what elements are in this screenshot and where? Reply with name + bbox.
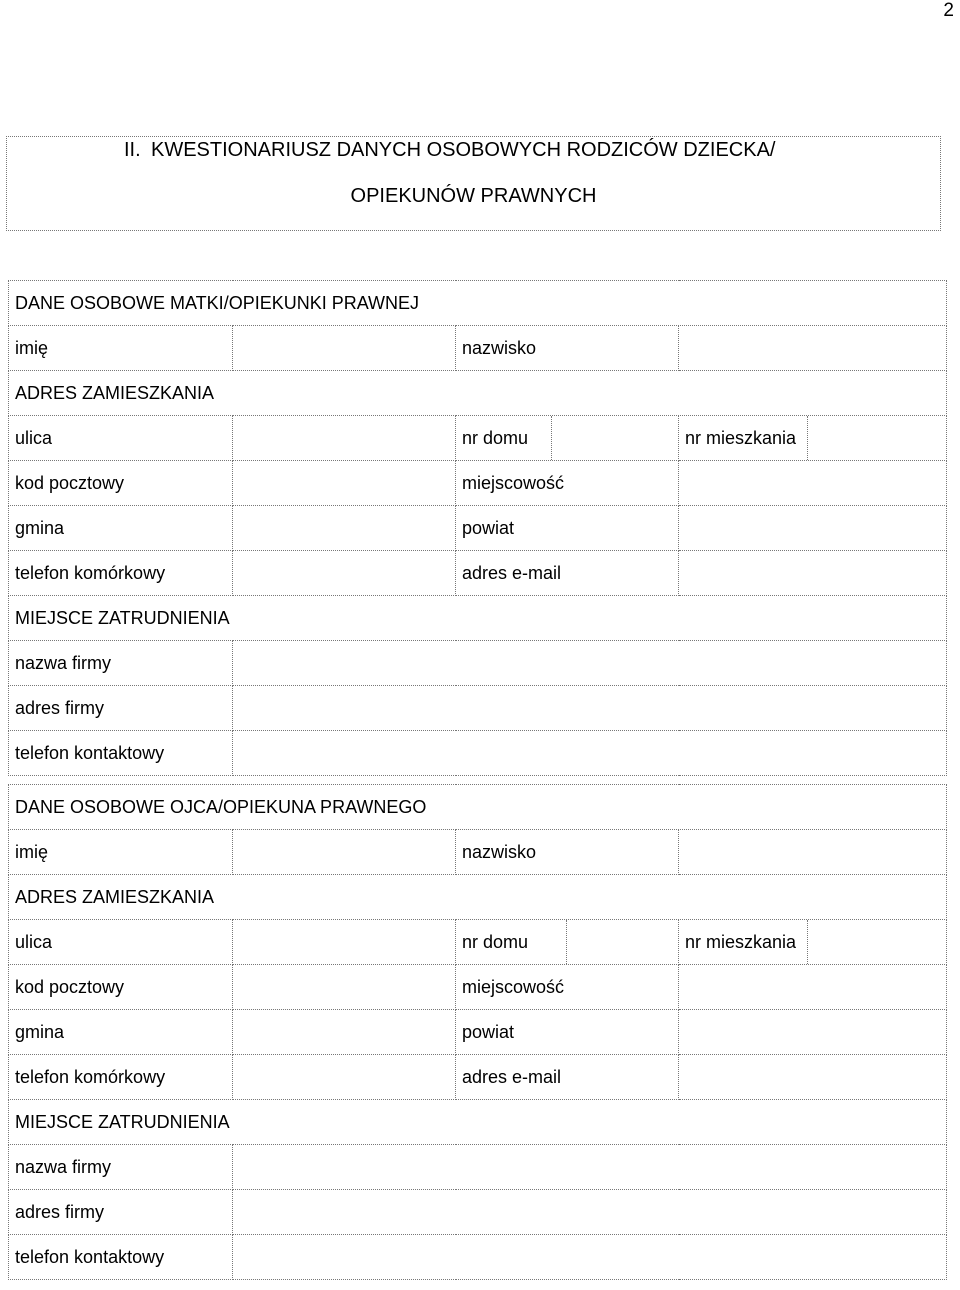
company-name-label: nazwa firmy [9, 1145, 233, 1190]
company-name-label: nazwa firmy [9, 641, 233, 686]
apartment-number-field[interactable] [807, 920, 946, 964]
house-number-label: nr domu [462, 427, 529, 448]
street-label: ulica [9, 920, 233, 965]
last-name-label: nazwisko [456, 326, 679, 371]
email-field[interactable] [679, 551, 947, 596]
city-label: miejscowość [456, 461, 679, 506]
company-name-field[interactable] [233, 1145, 947, 1190]
county-label: powiat [456, 1010, 679, 1055]
father-form-table [8, 784, 947, 1280]
first-name-label: imię [9, 326, 233, 371]
mobile-phone-label: telefon komórkowy [9, 1055, 233, 1100]
postal-code-label: kod pocztowy [9, 965, 233, 1010]
apartment-number-label: nr mieszkania [685, 931, 797, 952]
mother-form-table [8, 280, 947, 776]
mobile-phone-field[interactable] [233, 1055, 456, 1100]
last-name-field[interactable] [679, 326, 947, 371]
contact-phone-field[interactable] [233, 1235, 947, 1280]
contact-phone-label: telefon kontaktowy [9, 731, 233, 776]
employment-heading: MIEJSCE ZATRUDNIENIA [9, 1100, 947, 1145]
first-name-label: imię [9, 830, 233, 875]
mother-heading: DANE OSOBOWE MATKI/OPIEKUNKI PRAWNEJ [9, 281, 947, 326]
mobile-phone-label: telefon komórkowy [9, 551, 233, 596]
commune-field[interactable] [233, 1010, 456, 1055]
city-field[interactable] [679, 461, 947, 506]
contact-phone-field[interactable] [233, 731, 947, 776]
section-title-line2: OPIEKUNÓW PRAWNYCH [350, 185, 597, 207]
county-field[interactable] [679, 506, 947, 551]
mobile-phone-field[interactable] [233, 551, 456, 596]
email-label: adres e-mail [456, 1055, 679, 1100]
commune-label: gmina [9, 506, 233, 551]
house-number-label: nr domu [462, 931, 529, 952]
page-number: 2 [943, 0, 954, 21]
first-name-field[interactable] [233, 830, 456, 875]
last-name-label: nazwisko [456, 830, 679, 875]
house-number-field[interactable] [551, 416, 678, 460]
commune-label: gmina [9, 1010, 233, 1055]
email-label: adres e-mail [456, 551, 679, 596]
postal-code-field[interactable] [233, 965, 456, 1010]
company-address-field[interactable] [233, 686, 947, 731]
postal-code-label: kod pocztowy [9, 461, 233, 506]
county-field[interactable] [679, 1010, 947, 1055]
contact-phone-label: telefon kontaktowy [9, 1235, 233, 1280]
company-address-label: adres firmy [9, 1190, 233, 1235]
street-field[interactable] [233, 416, 456, 461]
company-address-field[interactable] [233, 1190, 947, 1235]
street-field[interactable] [233, 920, 456, 965]
address-heading: ADRES ZAMIESZKANIA [9, 875, 947, 920]
county-label: powiat [456, 506, 679, 551]
city-field[interactable] [679, 965, 947, 1010]
apartment-number-field[interactable] [807, 416, 946, 460]
street-label: ulica [9, 416, 233, 461]
section-title-line1: II. KWESTIONARIUSZ DANYCH OSOBOWYCH RODZICÓW DZIECKA/ [124, 139, 776, 161]
apartment-number-label: nr mieszkania [685, 427, 797, 448]
address-heading: ADRES ZAMIESZKANIA [9, 371, 947, 416]
postal-code-field[interactable] [233, 461, 456, 506]
first-name-field[interactable] [233, 326, 456, 371]
employment-heading: MIEJSCE ZATRUDNIENIA [9, 596, 947, 641]
house-number-field[interactable] [566, 920, 678, 964]
section-title-box [6, 136, 941, 231]
company-name-field[interactable] [233, 641, 947, 686]
email-field[interactable] [679, 1055, 947, 1100]
company-address-label: adres firmy [9, 686, 233, 731]
commune-field[interactable] [233, 506, 456, 551]
city-label: miejscowość [456, 965, 679, 1010]
father-heading: DANE OSOBOWE OJCA/OPIEKUNA PRAWNEGO [9, 785, 947, 830]
section-numeral: II. [124, 139, 141, 161]
last-name-field[interactable] [679, 830, 947, 875]
